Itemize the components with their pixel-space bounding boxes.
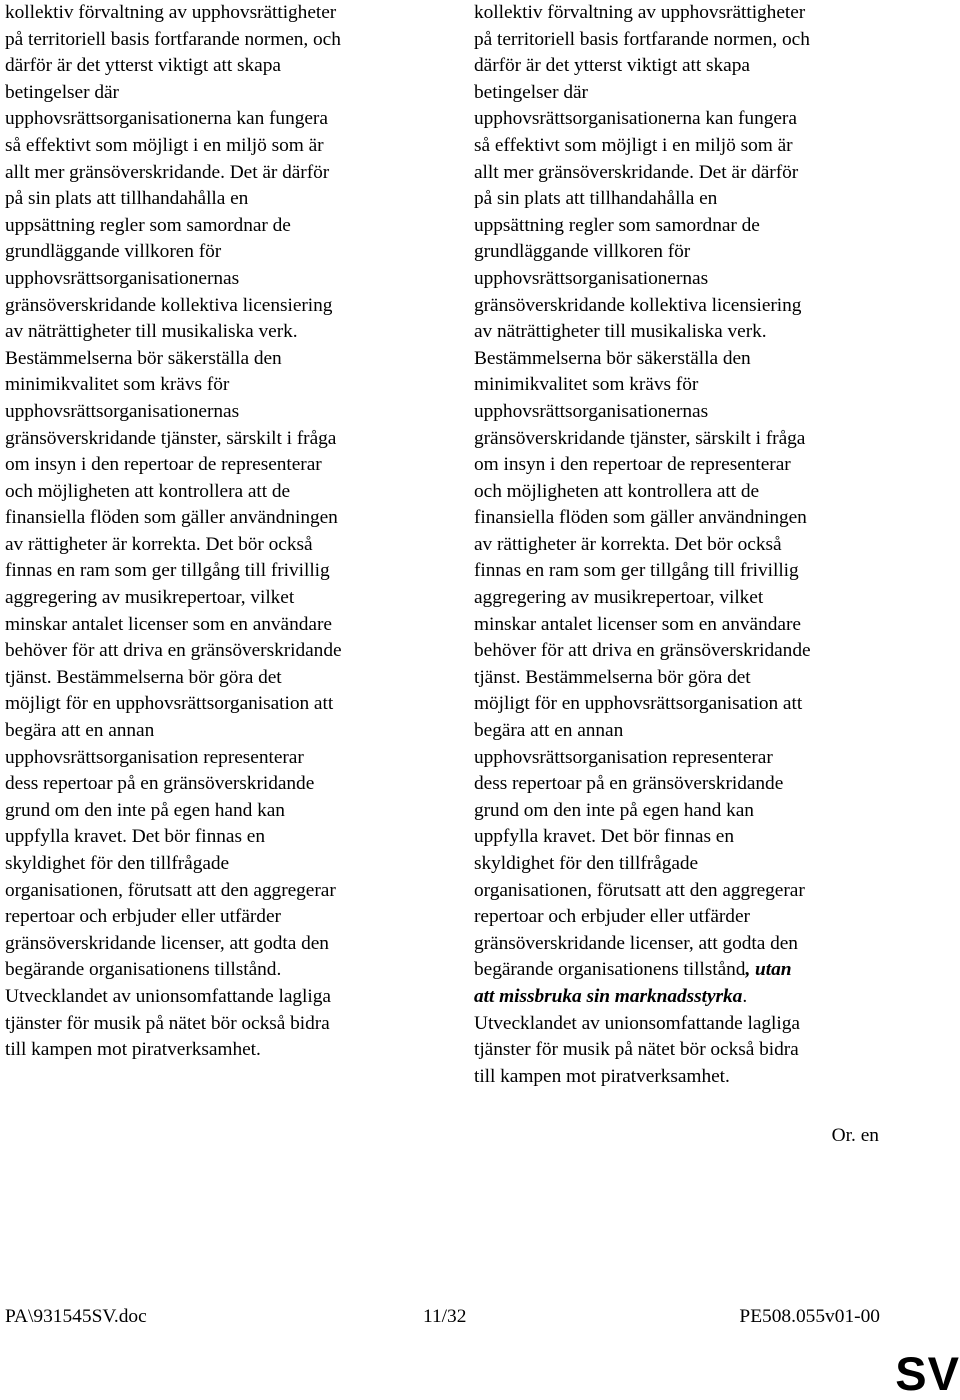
left-column-text	[5, 0, 445, 1064]
text-line: och möjligheten att kontrollera att de	[5, 480, 291, 502]
text-line: och möjligheten att kontrollera att de	[474, 480, 760, 502]
text-line: finansiella flöden som gäller användningen	[474, 507, 807, 529]
text-line: därför är det ytterst viktigt att skapa	[5, 55, 281, 77]
text-line: uppsättning regler som samordnar de	[5, 214, 291, 236]
text-line: möjligt för en upphovsrättsorganisation att	[5, 693, 334, 715]
text-line: så effektivt som möjligt i en miljö som är	[5, 134, 324, 156]
text-line: repertoar och erbjuder eller utfärder	[474, 906, 750, 928]
text-line: om insyn i den repertoar de representerar	[474, 454, 791, 476]
text-line: begära att en annan	[474, 720, 624, 742]
amendment-insert-2: att missbruka sin marknadsstyrka	[474, 985, 743, 1007]
text-line: allt mer gränsöverskridande. Det är därför	[474, 161, 799, 183]
text-line: grund om den inte på egen hand kan	[5, 799, 285, 821]
text-line: minskar antalet licenser som en användare	[474, 613, 801, 635]
text-line: uppsättning regler som samordnar de	[474, 214, 760, 236]
amendment-line-1-text: begärande organisationens tillstånd	[474, 959, 746, 981]
text-line: gränsöverskridande tjänster, särskilt i fråga	[474, 427, 806, 449]
text-line: på territoriell basis fortfarande normen, och	[474, 28, 810, 50]
text-line: möjligt för en upphovsrättsorganisation att	[474, 693, 803, 715]
amendment-line-2	[474, 984, 914, 1011]
footer-doc-reference: PA\931545SV.doc	[5, 1306, 147, 1327]
text-line: på sin plats att tillhandahålla en	[5, 188, 249, 210]
text-line: grund om den inte på egen hand kan	[474, 799, 754, 821]
text-line: betingelser där	[474, 81, 588, 103]
text-line: tjänst. Bestämmelserna bör göra det	[5, 666, 282, 688]
text-line: upphovsrättsorganisationernas	[474, 400, 709, 422]
text-line: repertoar och erbjuder eller utfärder	[5, 906, 281, 928]
text-line: av näträttigheter till musikaliska verk.	[474, 321, 767, 343]
footer-pe-number: PE508.055v01-00	[739, 1306, 880, 1327]
page-footer	[5, 1304, 880, 1330]
text-line: begärande organisationens tillstånd.	[5, 959, 282, 981]
right-column-text	[474, 0, 914, 1090]
text-line: upphovsrättsorganisation representerar	[474, 746, 773, 768]
text-line: upphovsrättsorganisationernas	[5, 400, 240, 422]
text-line: gränsöverskridande kollektiva licensiering	[474, 294, 802, 316]
text-line: aggregering av musikrepertoar, vilket	[5, 587, 295, 609]
right-column-ending	[474, 1011, 914, 1091]
text-line: på sin plats att tillhandahålla en	[474, 188, 718, 210]
text-line: av näträttigheter till musikaliska verk.	[5, 321, 298, 343]
text-line: uppfylla kravet. Det bör finnas en	[474, 826, 734, 848]
text-line: till kampen mot piratverksamhet.	[474, 1065, 730, 1087]
text-line: skyldighet för den tillfrågade	[474, 853, 699, 874]
text-line: Utvecklandet av unionsomfattande lagliga	[474, 1012, 800, 1034]
text-line: upphovsrättsorganisationerna kan fungera	[5, 108, 328, 130]
text-line: till kampen mot piratverksamhet.	[5, 1039, 261, 1061]
text-line: gränsöverskridande kollektiva licensiering	[5, 294, 333, 316]
text-line: allt mer gränsöverskridande. Det är därför	[5, 161, 330, 183]
text-line: upphovsrättsorganisation representerar	[5, 746, 304, 768]
original-language-note: Or. en	[831, 1125, 879, 1146]
text-line: tjänster för musik på nätet bör också bidra	[474, 1039, 799, 1061]
text-line: grundläggande villkoren för	[474, 241, 691, 263]
text-line: av rättigheter är korrekta. Det bör också	[5, 533, 313, 555]
amendment-line-1	[474, 957, 914, 984]
text-line: begära att en annan	[5, 720, 155, 742]
text-line: dess repertoar på en gränsöverskridande	[5, 773, 315, 795]
right-column-body	[474, 0, 914, 957]
text-line: skyldighet för den tillfrågade	[5, 853, 230, 874]
footer-page-number: 11/32	[423, 1306, 467, 1327]
text-line: grundläggande villkoren för	[5, 241, 222, 263]
language-code: SV	[895, 1347, 960, 1400]
text-line: på territoriell basis fortfarande normen, och	[5, 28, 341, 50]
text-line: behöver för att driva en gränsöverskridande	[474, 640, 811, 662]
text-line: uppfylla kravet. Det bör finnas en	[5, 826, 265, 848]
text-line: gränsöverskridande licenser, att godta den	[474, 932, 798, 954]
text-line: tjänster för musik på nätet bör också bidra	[5, 1012, 330, 1034]
text-line: betingelser där	[5, 81, 119, 103]
text-line: kollektiv förvaltning av upphovsrättigheter	[474, 2, 806, 23]
text-line: organisationen, förutsatt att den aggregerar	[5, 879, 336, 901]
text-line: upphovsrättsorganisationerna kan fungera	[474, 108, 797, 130]
text-line: om insyn i den repertoar de representerar	[5, 454, 322, 476]
text-line: dess repertoar på en gränsöverskridande	[474, 773, 784, 795]
amendment-line-2-punct: .	[742, 985, 748, 1007]
text-line: upphovsrättsorganisationernas	[474, 267, 709, 289]
text-line: behöver för att driva en gränsöverskridande	[5, 640, 342, 662]
text-line: finansiella flöden som gäller användningen	[5, 507, 338, 529]
text-line: så effektivt som möjligt i en miljö som är	[474, 134, 793, 156]
text-line: aggregering av musikrepertoar, vilket	[474, 587, 764, 609]
text-line: Bestämmelserna bör säkerställa den	[474, 347, 751, 369]
text-line: Utvecklandet av unionsomfattande lagliga	[5, 985, 331, 1007]
text-line: upphovsrättsorganisationernas	[5, 267, 240, 289]
text-line: minskar antalet licenser som en användare	[5, 613, 332, 635]
text-line: Bestämmelserna bör säkerställa den	[5, 347, 282, 369]
text-line: finnas en ram som ger tillgång till frivillig	[5, 560, 330, 582]
text-line: kollektiv förvaltning av upphovsrättigheter	[5, 2, 337, 23]
text-line: tjänst. Bestämmelserna bör göra det	[474, 666, 751, 688]
amendment-insert-1: , utan	[745, 959, 792, 981]
text-line: av rättigheter är korrekta. Det bör också	[474, 533, 782, 555]
text-line: finnas en ram som ger tillgång till frivillig	[474, 560, 799, 582]
text-line: därför är det ytterst viktigt att skapa	[474, 55, 750, 77]
text-line: gränsöverskridande licenser, att godta den	[5, 932, 329, 954]
text-line: organisationen, förutsatt att den aggregerar	[474, 879, 805, 901]
text-line: gränsöverskridande tjänster, särskilt i fråga	[5, 427, 337, 449]
text-line: minimikvalitet som krävs för	[474, 374, 699, 396]
text-line: minimikvalitet som krävs för	[5, 374, 230, 396]
